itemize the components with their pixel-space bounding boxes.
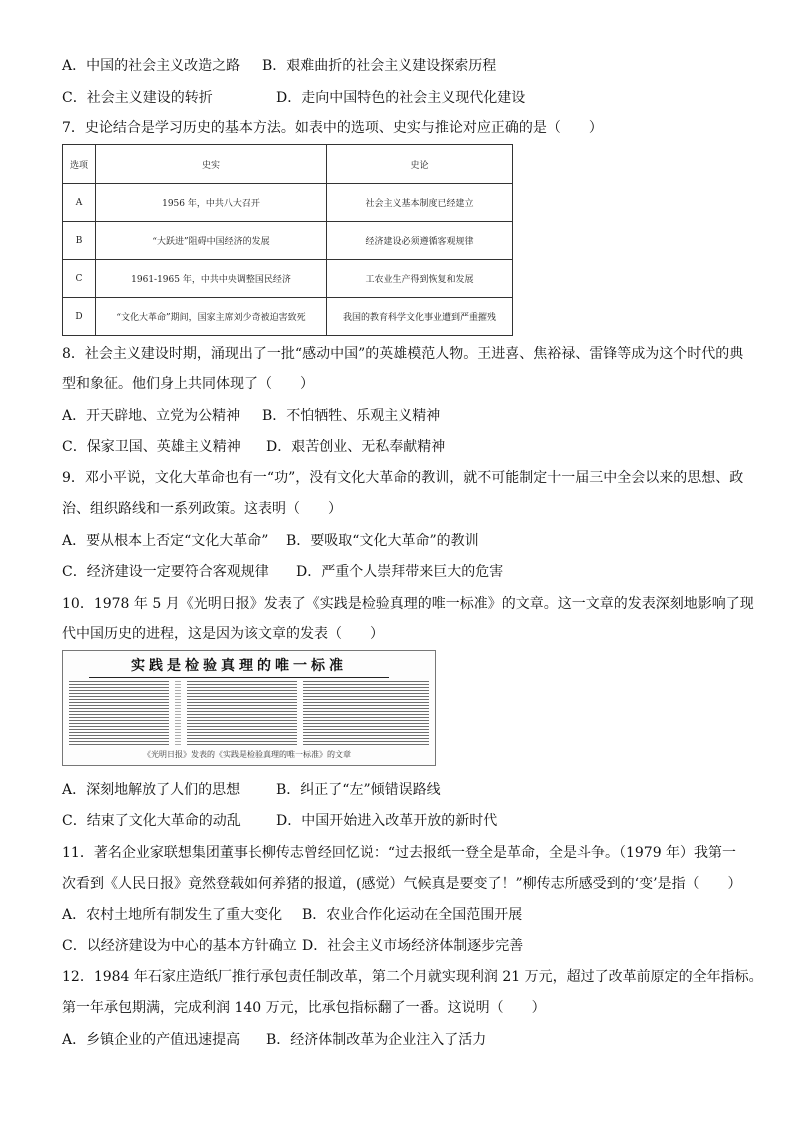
q12-stem-line2: 第一年承包期满，完成利润 140 万元，比承包指标翻了一番。这说明（ ） [62, 1000, 546, 1016]
q11-option-b: B．农业合作化运动在全国范围开展 [302, 907, 523, 923]
table-cell: B [63, 222, 96, 260]
q9-option-d: D．严重个人崇拜带来巨大的危害 [296, 564, 504, 580]
table-cell: 工农业生产得到恢复和发展 [327, 260, 513, 298]
q10-option-b: B．纠正了“左”倾错误路线 [276, 782, 441, 798]
table-cell: 社会主义基本制度已经建立 [327, 184, 513, 222]
table-cell: 1961-1965 年，中共中央调整国民经济 [96, 260, 327, 298]
newspaper-text-column [303, 681, 429, 745]
table-cell: C [63, 260, 96, 298]
newspaper-text-column [175, 681, 181, 745]
q11-stem-line1: 11．著名企业家联想集团董事长柳传志曾经回忆说：“过去报纸一登全是革命，全是斗争。（1979 年）我第一 [62, 845, 737, 861]
newspaper-headline: 实践是检验真理的唯一标准 [89, 655, 389, 678]
q11-stem-line2: 次看到《人民日报》竟然登载如何养猪的报道，(感觉）气候真是要变了！”柳传志所感受到的‘变’是指（ ） [62, 876, 742, 892]
q9-stem-line1: 9．邓小平说，文化大革命也有一“功”，没有文化大革命的教训，就不可能制定十一届三中全会以来的思想、政 [62, 470, 744, 486]
table-header-cell: 史论 [327, 145, 513, 184]
q9-option-a: A．要从根本上否定“文化大革命” [62, 533, 269, 549]
q9-option-c: C．经济建设一定要符合客观规律 [62, 564, 269, 580]
q10-option-a: A．深刻地解放了人们的思想 [62, 782, 241, 798]
q8-stem-line1: 8．社会主义建设时期，涌现出了一批“感动中国”的英雄模范人物。王进喜、焦裕禄、雷锋等成为这个时代的典 [62, 346, 744, 362]
q12-option-a: A．乡镇企业的产值迅速提高 [62, 1032, 241, 1048]
q11-option-d: D．社会主义市场经济体制逐步完善 [302, 938, 524, 954]
q11-option-c: C．以经济建设为中心的基本方针确立 [62, 938, 297, 954]
q7-table [62, 144, 513, 336]
q10-stem-line2: 代中国历史的进程，这是因为该文章的发表（ ） [62, 626, 384, 642]
q12-option-b: B．经济体制改革为企业注入了活力 [266, 1032, 487, 1048]
q10-stem-line1: 10．1978 年 5 月《光明日报》发表了《实践是检验真理的唯一标准》的文章。这一文章的发表深刻地影响了现 [62, 596, 754, 612]
newspaper-caption: 《光明日报》发表的《实践是检验真理的唯一标准》的文章 [143, 750, 351, 759]
q8-option-c: C．保家卫国、英雄主义精神 [62, 439, 241, 455]
table-row [63, 260, 513, 298]
table-row [63, 298, 513, 336]
q6-option-c: C．社会主义建设的转折 [62, 90, 213, 106]
newspaper-text-column [69, 681, 169, 745]
q8-option-b: B．不怕牺牲、乐观主义精神 [262, 408, 441, 424]
table-header-row [63, 145, 513, 184]
newspaper-text-column [187, 681, 297, 745]
table-cell: 经济建设必须遵循客观规律 [327, 222, 513, 260]
newspaper-clipping-image [62, 650, 436, 766]
q10-option-c: C．结束了文化大革命的动乱 [62, 813, 241, 829]
table-cell: A [63, 184, 96, 222]
table-cell: “文化大革命”期间，国家主席刘少奇被迫害致死 [96, 298, 327, 336]
q7-stem: 7．史论结合是学习历史的基本方法。如表中的选项、史实与推论对应正确的是（ ） [62, 120, 603, 136]
table-row [63, 222, 513, 260]
q9-stem-line2: 治、组织路线和一系列政策。这表明（ ） [62, 501, 342, 517]
q12-stem-line1: 12．1984 年石家庄造纸厂推行承包责任制改革，第二个月就实现利润 21 万元，超过了改革前原定的全年指标。 [62, 969, 763, 985]
q8-option-a: A．开天辟地、立党为公精神 [62, 408, 241, 424]
table-header-cell: 选项 [63, 145, 96, 184]
table-cell: “大跃进”阻碍中国经济的发展 [96, 222, 327, 260]
table-row [63, 184, 513, 222]
q9-option-b: B．要吸取“文化大革命”的教训 [286, 533, 479, 549]
q8-option-d: D．艰苦创业、无私奉献精神 [266, 439, 446, 455]
q8-stem-line2: 型和象征。他们身上共同体现了（ ） [62, 376, 314, 392]
table-cell: D [63, 298, 96, 336]
q6-option-a: A．中国的社会主义改造之路 [62, 58, 241, 74]
table-header-cell: 史实 [96, 145, 327, 184]
table-cell: 1956 年，中共八大召开 [96, 184, 327, 222]
q10-option-d: D．中国开始进入改革开放的新时代 [276, 813, 498, 829]
table-cell: 我国的教育科学文化事业遭到严重摧残 [327, 298, 513, 336]
q6-option-b: B．艰难曲折的社会主义建设探索历程 [262, 58, 497, 74]
q11-option-a: A．农村土地所有制发生了重大变化 [62, 907, 283, 923]
q6-option-d: D．走向中国特色的社会主义现代化建设 [276, 90, 526, 106]
